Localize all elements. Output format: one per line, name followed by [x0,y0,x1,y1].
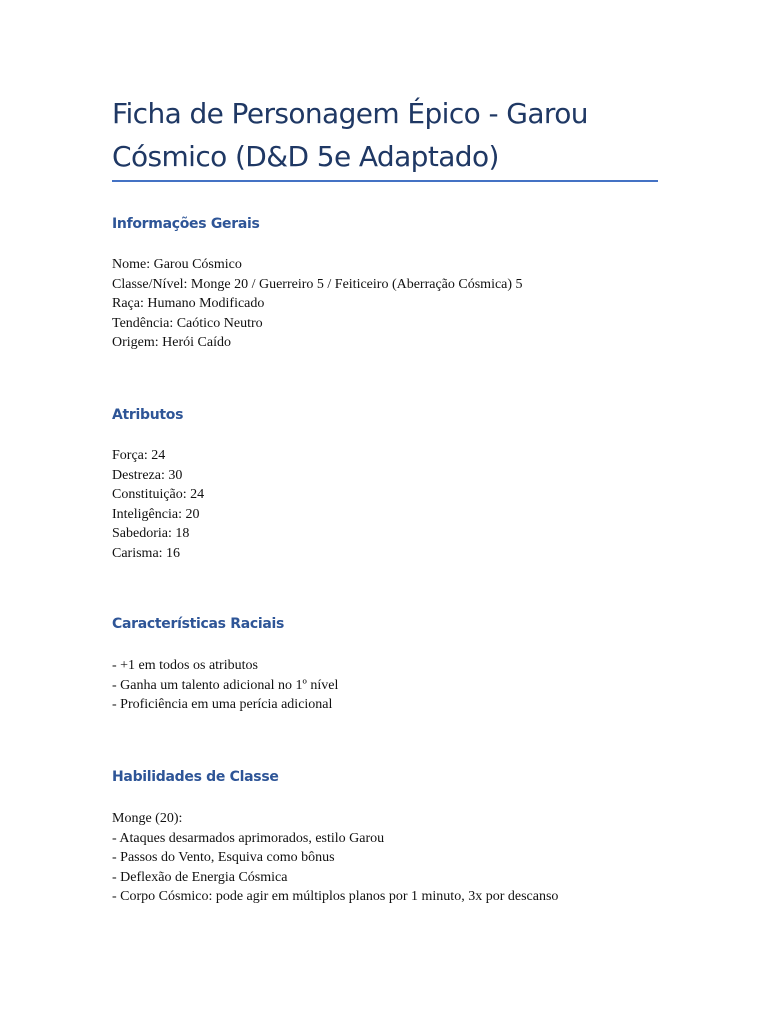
class-subheading-monk: Monge (20): [112,811,183,826]
racial-trait-item: - +1 em todos os atributos [112,658,258,673]
section-attributes [112,405,672,563]
class-abilities-list [112,809,672,907]
general-line-alignment: Tendência: Caótico Neutro [112,315,263,331]
attribute-strength: Força: 24 [112,448,166,463]
class-ability-item: - Corpo Cósmico: pode agir em múltiplos planos por 1 minuto, 3x por descanso [112,889,559,904]
class-ability-item: - Ataques desarmados aprimorados, estilo Garou [112,830,385,846]
general-line-race: Raça: Humano Modificado [112,296,265,311]
class-ability-item: - Passos do Vento, Esquiva como bônus [112,850,335,865]
section-heading-class: Habilidades de Classe [112,769,279,785]
section-racial-traits [112,614,672,715]
racial-traits-list [112,656,672,715]
general-line-class-level: Classe/Nível: Monge 20 / Guerreiro 5 / Feiticeiro (Aberração Cósmica) 5 [112,276,523,292]
racial-trait-item: - Ganha um talento adicional no 1º nível [112,677,339,693]
attribute-wisdom: Sabedoria: 18 [112,526,190,541]
page-title: Ficha de Personagem Épico - Garou Cósmico (D&D 5e Adaptado) [112,97,588,173]
general-info-list [112,255,672,353]
attribute-constitution: Constituição: 24 [112,487,205,502]
general-line-origin: Origem: Herói Caído [112,335,231,350]
section-heading-general: Informações Gerais [112,216,260,232]
section-class-abilities [112,767,672,907]
racial-trait-item: - Proficiência em uma perícia adicional [112,697,333,712]
section-heading-attributes: Atributos [112,407,184,423]
general-line-name: Nome: Garou Cósmico [112,257,242,272]
attributes-list [112,446,672,563]
section-heading-racial: Características Raciais [112,616,285,632]
section-general-info [112,214,672,353]
attribute-dexterity: Destreza: 30 [112,467,183,483]
attribute-charisma: Carisma: 16 [112,545,181,561]
attribute-intelligence: Inteligência: 20 [112,506,200,522]
title-block [112,92,658,178]
title-underline [112,180,658,182]
class-ability-item: - Deflexão de Energia Cósmica [112,869,288,885]
